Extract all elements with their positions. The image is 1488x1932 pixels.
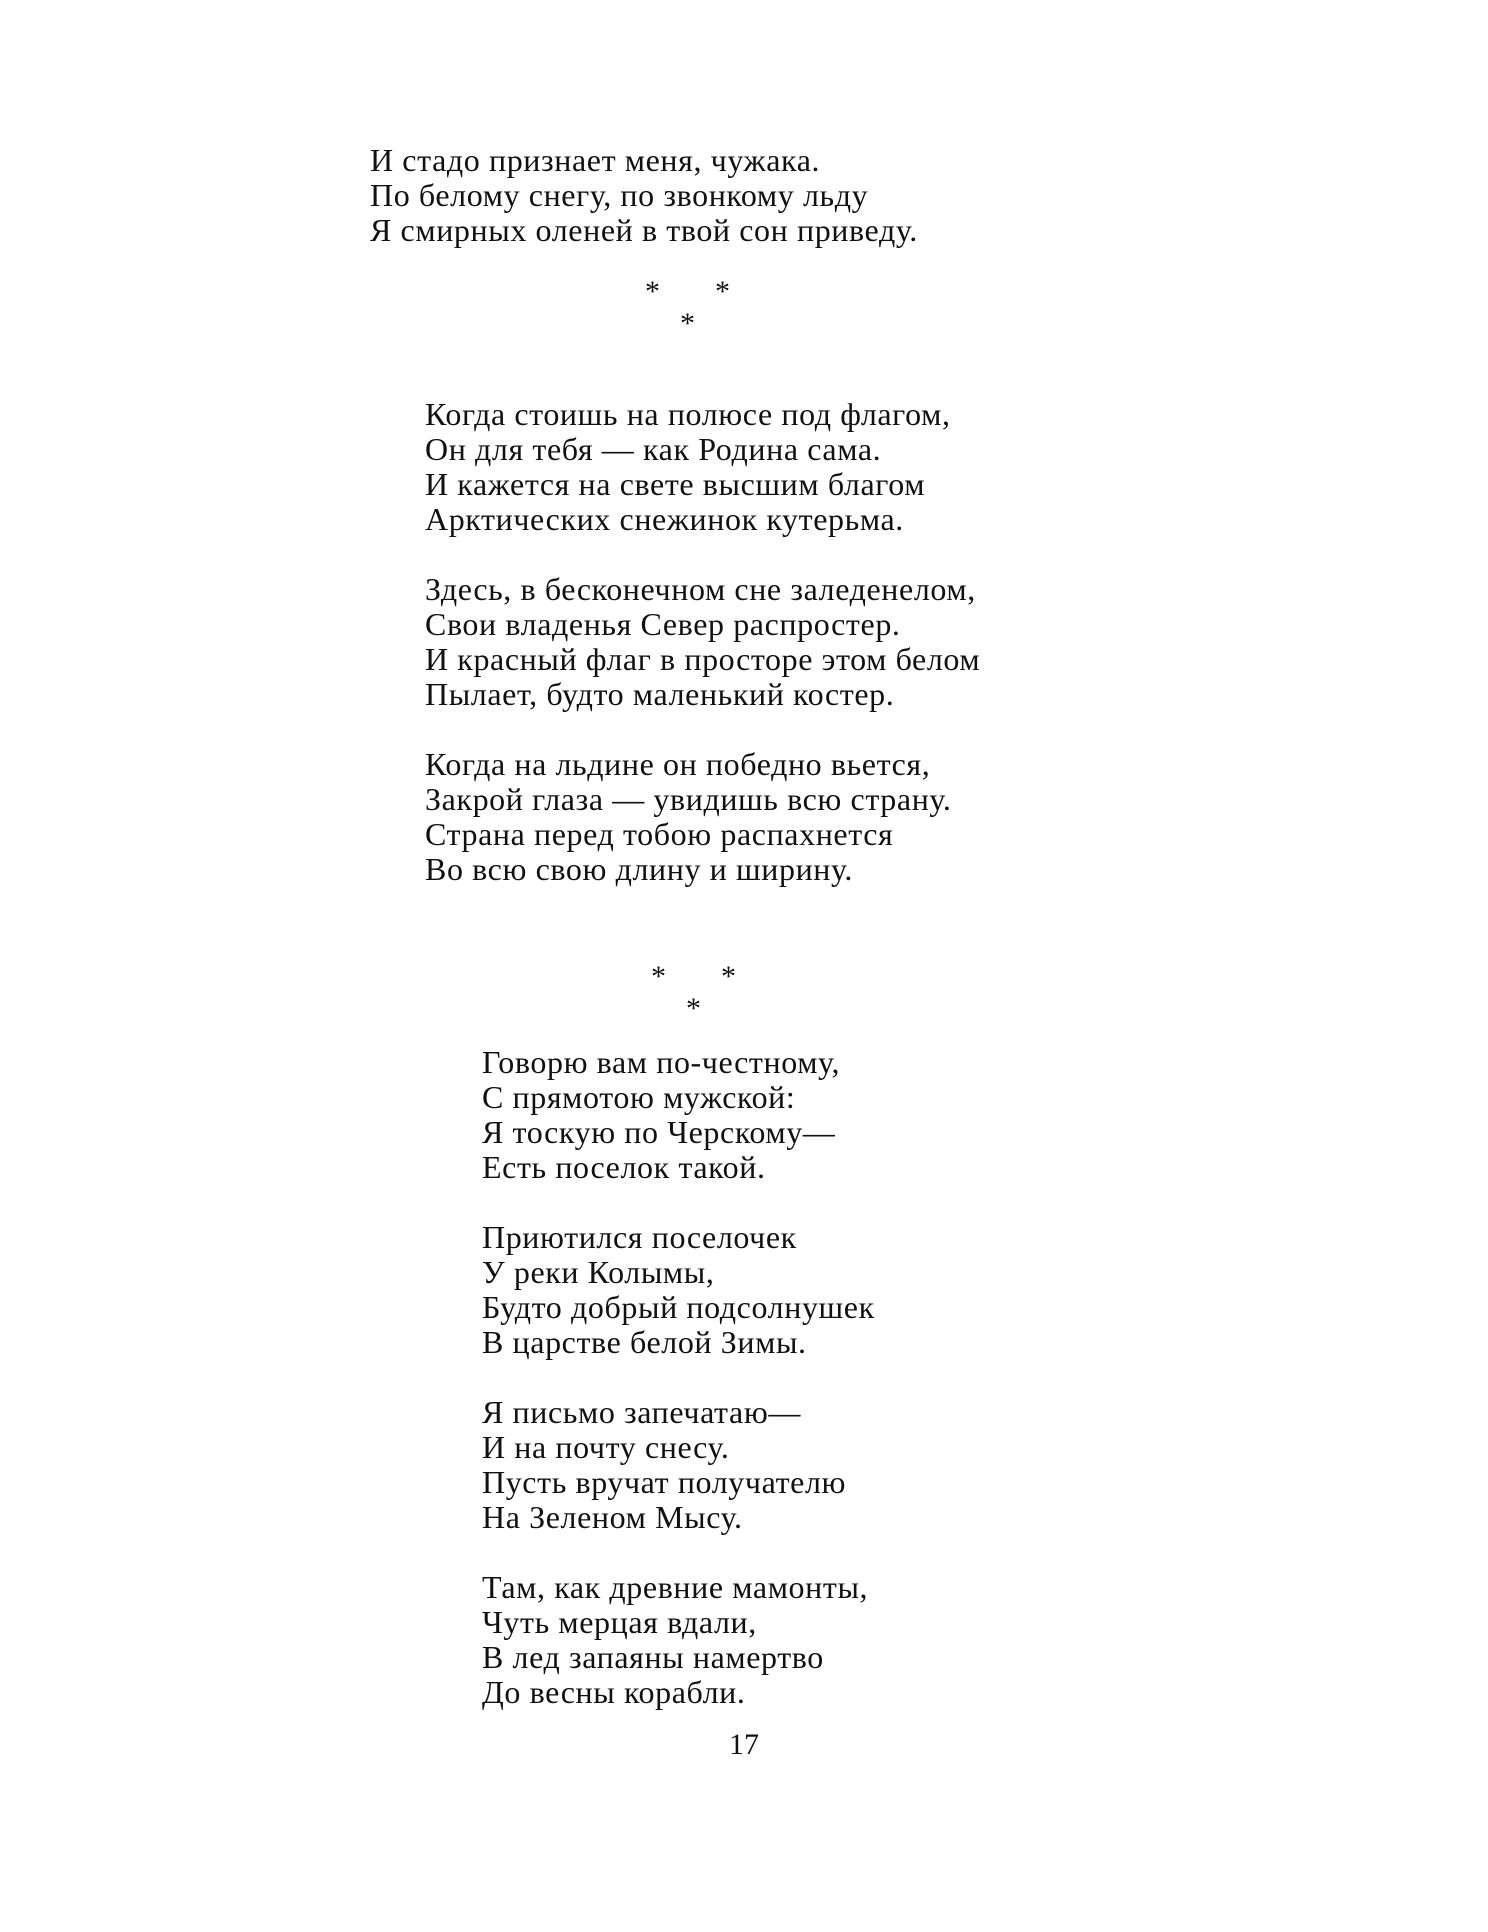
verse-line: В лед запаяны намертво <box>482 1639 824 1675</box>
verse-line: Страна перед тобою распахнется <box>425 816 894 852</box>
asterisk: * <box>645 275 660 308</box>
asterisk: * <box>680 307 695 340</box>
stanza <box>425 397 980 537</box>
poem-2 <box>482 1045 875 1710</box>
asterisk: * <box>651 960 666 993</box>
page-number: 17 <box>729 1728 759 1761</box>
stanza <box>482 1045 875 1185</box>
verse-line: Чуть мерцая вдали, <box>482 1604 757 1640</box>
verse-line: Там, как древние мамонты, <box>482 1569 869 1605</box>
verse-line: На Зеленом Мысу. <box>482 1499 743 1535</box>
verse-line: Закрой глаза — увидишь всю страну. <box>425 781 952 817</box>
stanza <box>425 747 980 887</box>
asterisk: * <box>715 275 730 308</box>
stanza <box>482 1395 875 1535</box>
poem-fragment-top <box>370 143 918 248</box>
verse-line: Он для тебя — как Родина сама. <box>425 431 882 467</box>
asterism-separator <box>645 277 765 347</box>
verse-line: И стадо признает меня, чужака. <box>370 142 821 178</box>
verse-line: Пылает, будто маленький костер. <box>425 676 895 712</box>
asterisk: * <box>686 992 701 1025</box>
stanza <box>482 1220 875 1360</box>
verse-line: В царстве белой Зимы. <box>482 1324 807 1360</box>
verse-line: Приютился поселочек <box>482 1219 797 1255</box>
verse-line: Когда стоишь на полюсе под флагом, <box>425 396 951 432</box>
verse-line: И на почту снесу. <box>482 1429 730 1465</box>
verse-line: Во всю свою длину и ширину. <box>425 851 854 887</box>
asterisk: * <box>721 960 736 993</box>
verse-line: Здесь, в бесконечном сне заледенелом, <box>425 571 976 607</box>
poem-1 <box>425 397 980 887</box>
asterism-separator <box>651 962 771 1032</box>
verse-line: Свои владенья Север распростер. <box>425 606 901 642</box>
verse-line: До весны корабли. <box>482 1674 746 1710</box>
verse-line: Будто добрый подсолнушек <box>482 1289 875 1325</box>
verse-line: Я письмо запечатаю— <box>482 1394 801 1430</box>
verse-line: Когда на льдине он победно вьется, <box>425 746 931 782</box>
verse-line: И красный флаг в просторе этом белом <box>425 641 981 677</box>
stanza <box>425 572 980 712</box>
verse-line: Пусть вручат получателю <box>482 1464 847 1500</box>
verse-line: У реки Колымы, <box>482 1254 715 1290</box>
verse-line: И кажется на свете высшим благом <box>425 466 926 502</box>
verse-line: Арктических снежинок кутерьма. <box>425 501 904 537</box>
verse-line: По белому снегу, по звонкому льду <box>370 177 869 213</box>
verse-line: Я тоскую по Черскому— <box>482 1114 836 1150</box>
verse-line: С прямотою мужской: <box>482 1079 796 1115</box>
verse-line: Есть поселок такой. <box>482 1149 766 1185</box>
stanza <box>482 1570 875 1710</box>
verse-line: Я смирных оленей в твой сон приведу. <box>370 212 918 248</box>
verse-line: Говорю вам по-честному, <box>482 1044 841 1080</box>
